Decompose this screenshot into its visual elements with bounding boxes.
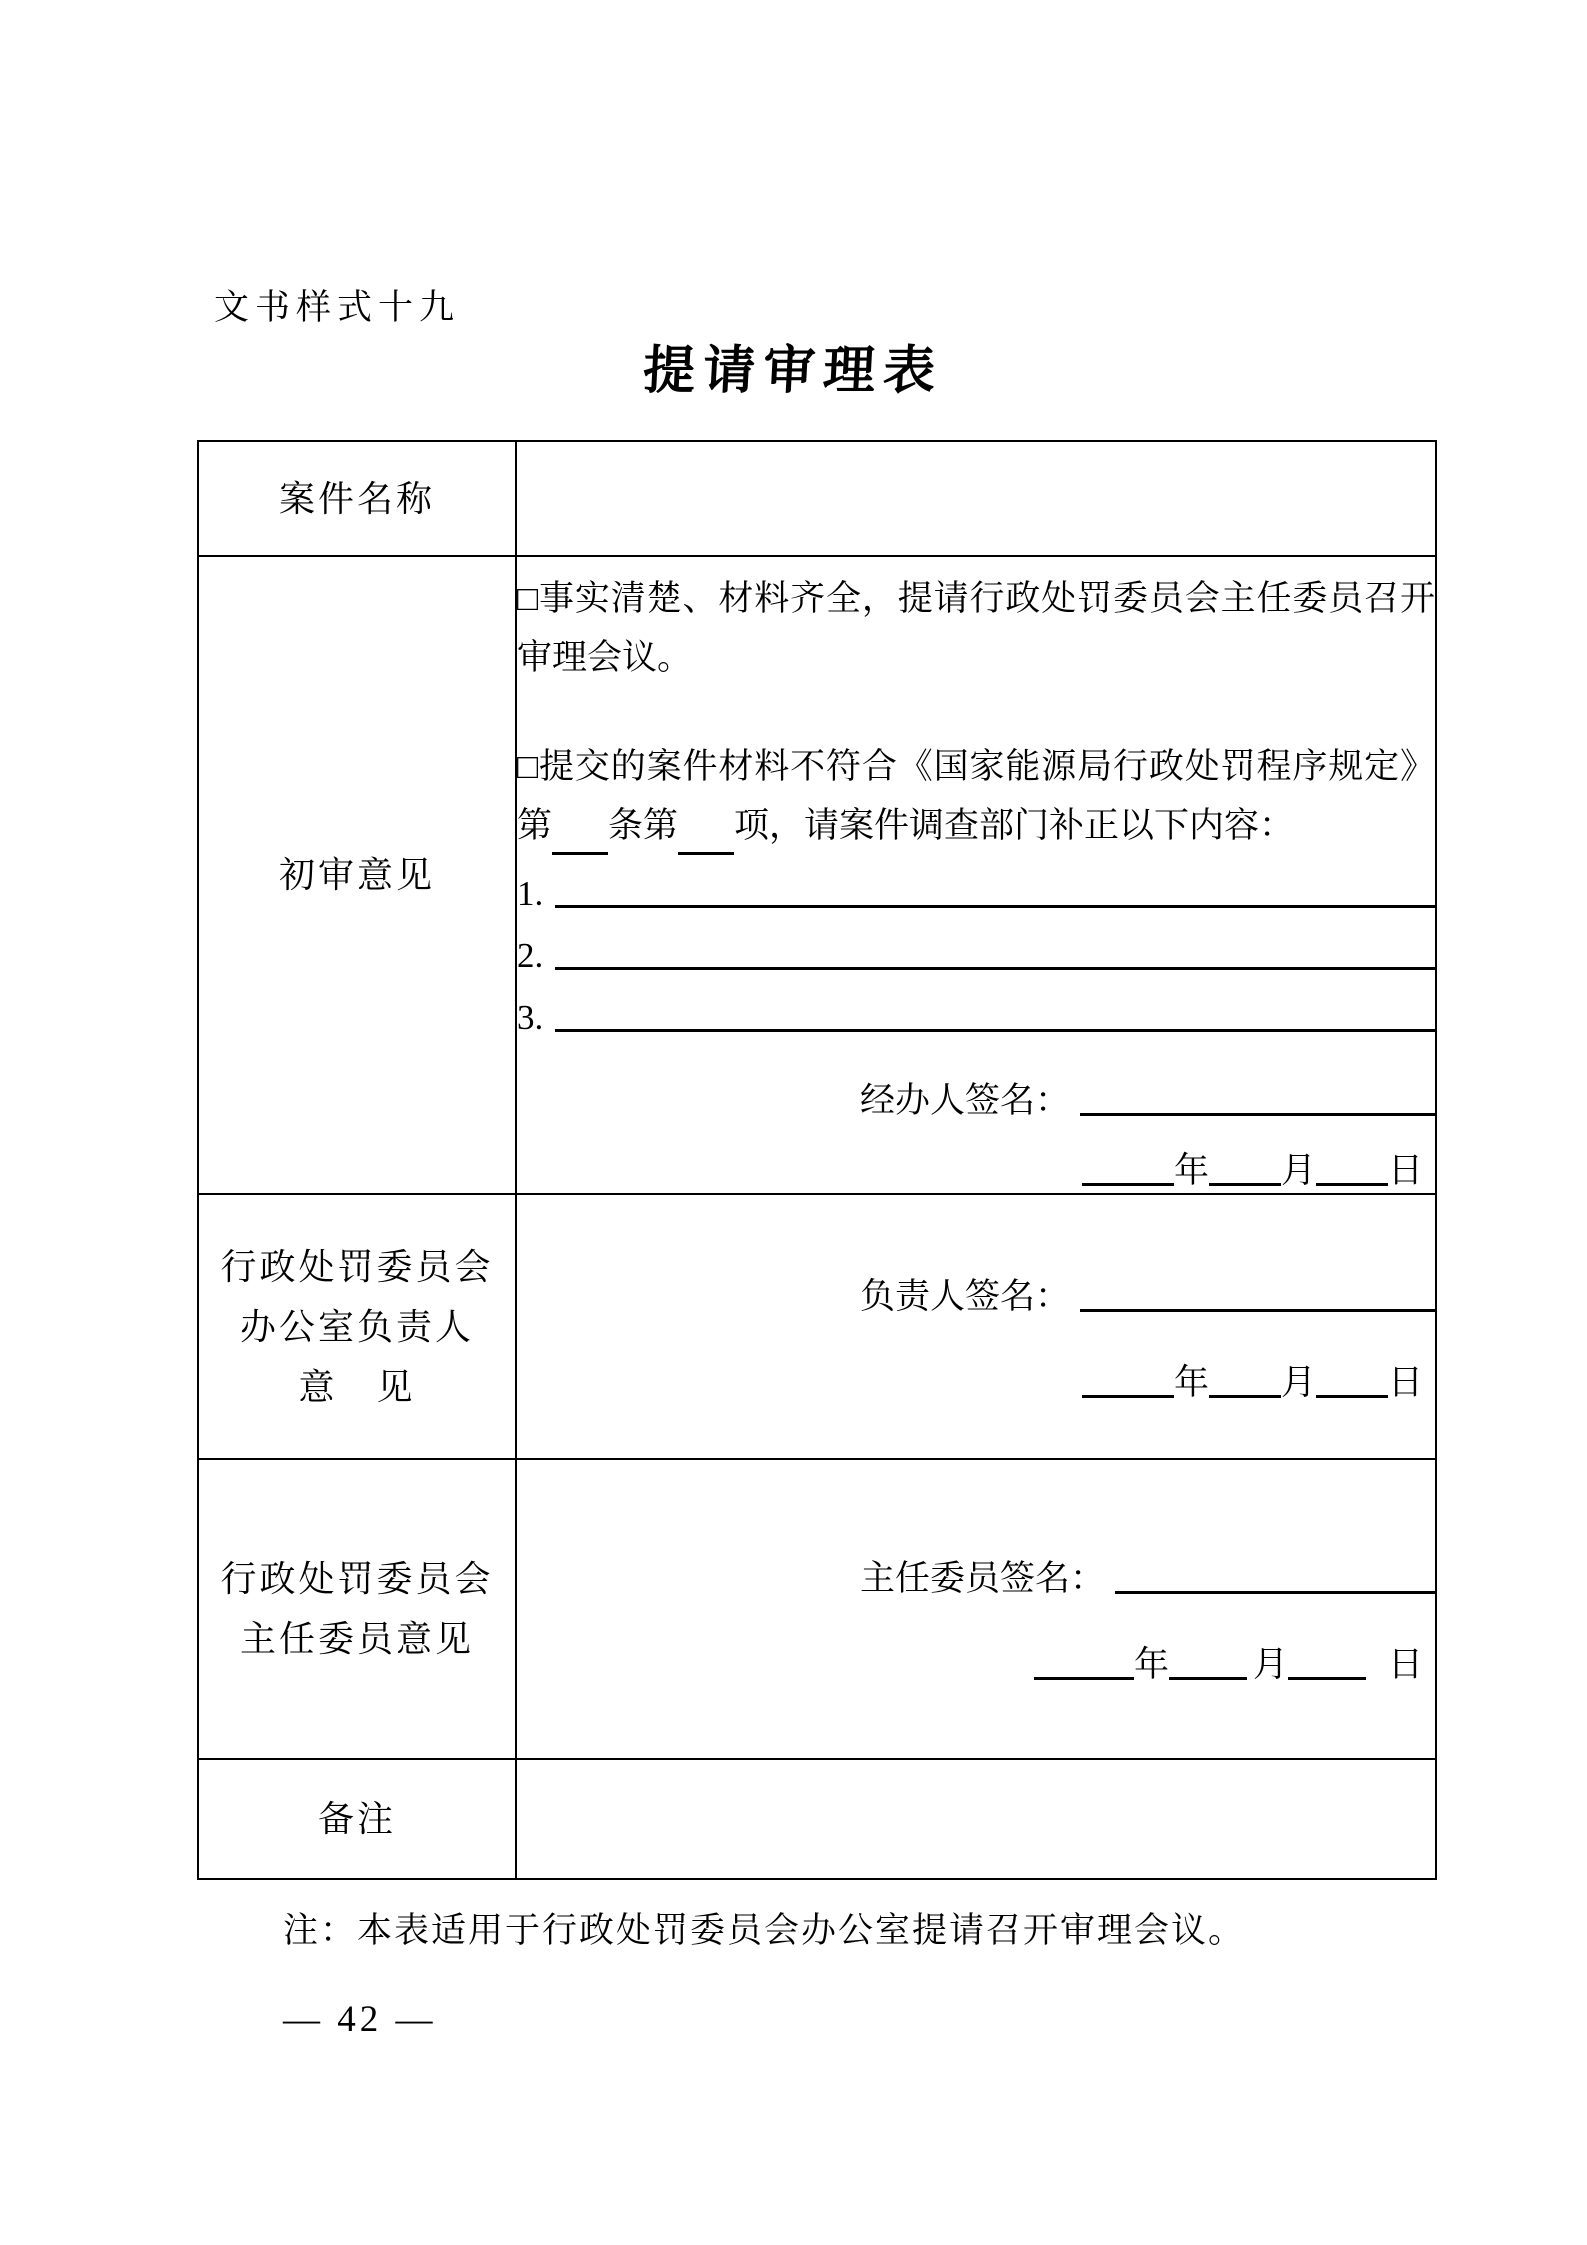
day-blank[interactable] — [1316, 1183, 1388, 1186]
review-option-2-text-2: 条第 — [608, 806, 679, 845]
year-blank[interactable] — [1082, 1395, 1174, 1398]
item-number-blank[interactable] — [678, 819, 734, 855]
correction-line-3-blank[interactable] — [555, 1029, 1435, 1032]
year-label: 年 — [1133, 1645, 1169, 1684]
remarks-label: 备注 — [198, 1759, 516, 1879]
case-name-label: 案件名称 — [198, 441, 516, 556]
correction-line-1-blank[interactable] — [555, 905, 1435, 908]
day-blank[interactable] — [1288, 1677, 1366, 1680]
preliminary-review-content — [516, 556, 1436, 1194]
day-blank[interactable] — [1316, 1395, 1388, 1398]
checkbox-icon[interactable]: □ — [517, 747, 540, 786]
correction-line-3 — [517, 979, 1435, 1041]
remarks-value-cell[interactable] — [516, 1759, 1436, 1879]
office-head-opinion-label — [198, 1194, 516, 1459]
month-label: 月 — [1252, 1645, 1288, 1684]
form-table — [197, 440, 1437, 1880]
office-head-signature-label: 负责人签名： — [859, 1276, 1070, 1316]
correction-line-2-blank[interactable] — [555, 967, 1435, 970]
case-name-value-cell[interactable] — [516, 441, 1436, 556]
chairman-date-row — [517, 1631, 1423, 1687]
row-office-head-opinion — [198, 1194, 1436, 1459]
review-option-2-text-3: 项，请案件调查部门补正以下内容： — [734, 806, 1295, 845]
footnote: 注：本表适用于行政处罚委员会办公室提请召开审理会议。 — [283, 1911, 1246, 1950]
review-option-2-text-1: 提交的案件材料不符合《国家能源局行政处罚程序规定》第 — [517, 747, 1435, 845]
chairman-opinion-content — [516, 1459, 1436, 1759]
correction-line-1-number: 1. — [517, 874, 544, 913]
office-head-label-line-1: 行政处罚委员会 — [220, 1246, 494, 1287]
day-label: 日 — [1387, 1151, 1423, 1190]
month-label: 月 — [1280, 1151, 1316, 1190]
year-blank[interactable] — [1034, 1677, 1134, 1680]
month-blank[interactable] — [1209, 1183, 1281, 1186]
row-case-name — [198, 441, 1436, 556]
month-blank[interactable] — [1209, 1395, 1281, 1398]
page-number: — 42 — — [283, 1999, 437, 2040]
year-label: 年 — [1173, 1362, 1209, 1402]
handler-date-row — [517, 1137, 1423, 1193]
review-option-2 — [517, 737, 1435, 855]
doc-title: 提请审理表 — [641, 343, 945, 400]
correction-line-3-number: 3. — [517, 998, 544, 1037]
checkbox-icon[interactable]: □ — [517, 579, 540, 618]
correction-line-1 — [517, 855, 1435, 917]
preliminary-review-label: 初审意见 — [198, 556, 516, 1194]
chairman-label-line-1: 行政处罚委员会 — [220, 1559, 494, 1599]
handler-signature-label: 经办人签名： — [859, 1081, 1070, 1120]
handler-signature-blank[interactable] — [1080, 1113, 1435, 1116]
year-label: 年 — [1173, 1151, 1209, 1190]
month-label: 月 — [1280, 1362, 1316, 1402]
review-option-1-text: 事实清楚、材料齐全，提请行政处罚委员会主任委员召开审理会议。 — [517, 579, 1435, 677]
chairman-opinion-label — [198, 1459, 516, 1759]
article-number-blank[interactable] — [552, 819, 608, 855]
day-label: 日 — [1387, 1645, 1423, 1684]
office-head-opinion-content — [516, 1194, 1436, 1459]
correction-line-2 — [517, 917, 1435, 979]
correction-line-2-number: 2. — [517, 936, 544, 975]
row-preliminary-review — [198, 556, 1436, 1194]
office-head-date-row — [517, 1349, 1423, 1405]
month-blank[interactable] — [1169, 1677, 1247, 1680]
day-label: 日 — [1387, 1362, 1423, 1402]
review-option-1 — [517, 569, 1435, 687]
office-head-signature-blank[interactable] — [1080, 1309, 1435, 1312]
doc-style-label: 文书样式十九 — [214, 288, 461, 327]
handler-signature-row — [517, 1067, 1435, 1123]
year-blank[interactable] — [1082, 1183, 1174, 1186]
chairman-signature-row — [517, 1545, 1435, 1601]
office-head-label-line-3: 意 见 — [298, 1366, 416, 1407]
row-remarks — [198, 1759, 1436, 1879]
row-chairman-opinion — [198, 1459, 1436, 1759]
chairman-label-line-2: 主任委员意见 — [239, 1619, 474, 1659]
office-head-signature-row — [517, 1263, 1435, 1319]
office-head-label-line-2: 办公室负责人 — [239, 1306, 474, 1347]
chairman-signature-label: 主任委员签名： — [859, 1559, 1105, 1598]
chairman-signature-blank[interactable] — [1115, 1591, 1435, 1594]
